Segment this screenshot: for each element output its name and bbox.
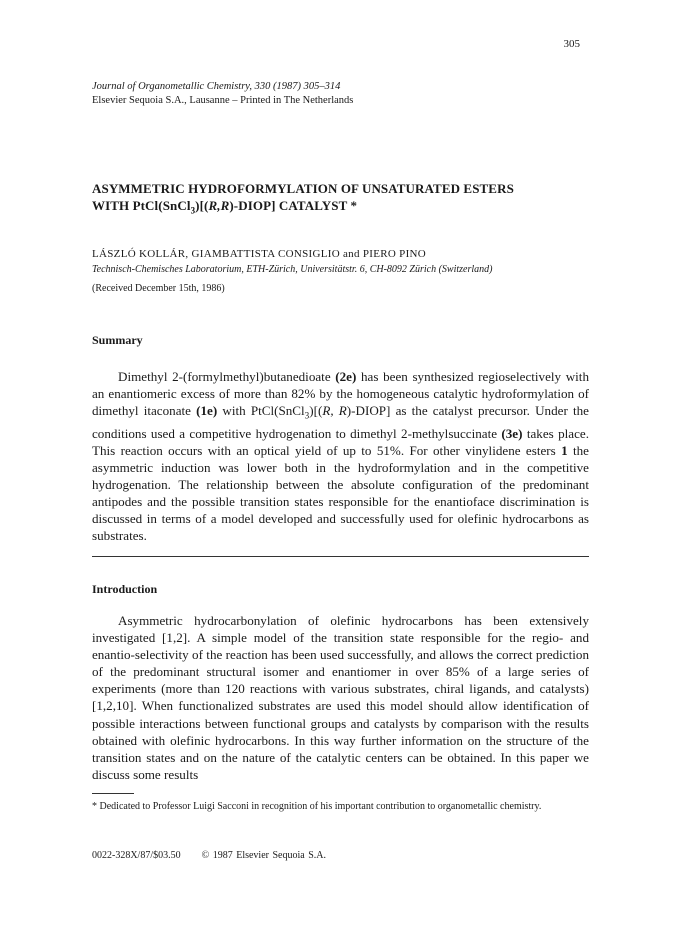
received-date: (Received December 15th, 1986) <box>92 283 225 294</box>
journal-citation: Journal of Organometallic Chemistry, 330 (1987) 305–314 <box>92 81 341 92</box>
article-title <box>92 180 592 220</box>
copyright-notice: © 1987 Elsevier Sequoia S.A. <box>201 850 326 861</box>
page-number: 305 <box>563 38 580 50</box>
authors: LÁSZLÓ KOLLÁR, GIAMBATTISTA CONSIGLIO and PIERO PINO <box>92 248 427 260</box>
copyright-line <box>92 850 326 861</box>
summary-heading: Summary <box>92 333 143 347</box>
affiliation: Technisch-Chemisches Laboratorium, ETH-Zürich, Universitätstr. 6, CH-8092 Zürich (Switzerland) <box>92 264 493 275</box>
journal-header <box>92 80 353 108</box>
title-line-1: ASYMMETRIC HYDROFORMYLATION OF UNSATURATED ESTERS <box>92 181 514 196</box>
section-divider <box>92 556 589 557</box>
introduction-paragraph: Asymmetric hydrocarbonylation of olefinic hydrocarbons has been extensively investigated [1,2]. A simple model of the transition state responsible for the regio- and enantio-selectivity of the reaction has been used successfully, and allows the correct prediction of the predominant structural isomer and enantiomer in over 85% of a large series of experiments (more than 120 reactions with various substrates, chiral ligands, and catalysts) [1,2,10]. When functionalized substrates are used this model should allow identification of possible interactions between functional groups and catalysts by comparison with the results obtained with olefinic hydrocarbons. In this way further information on the structure of the transition states and on the nature of the catalytic centers can be obtained. In this paper we discuss some results <box>92 613 589 782</box>
publisher-line: Elsevier Sequoia S.A., Lausanne – Printed in The Netherlands <box>92 95 354 106</box>
introduction-heading: Introduction <box>92 582 158 596</box>
footnote: * Dedicated to Professor Luigi Sacconi in recognition of his important contribution to organometallic chemistry. <box>92 801 542 812</box>
summary-paragraph: Dimethyl 2-(formylmethyl)butanedioate (2e) has been synthesized regioselectively with an enantiomeric excess of more than 82% by the homogeneous catalytic hydroformylation of dimethyl itaconate (1e) with PtCl(SnCl$_3$)[(R, R)-DIOP] as the catalyst precursor. Under the conditions used a competitive hydrogenation to dimethyl 2-methylsuccinate (3e) takes place. This reaction occurs with an optical yield of up to 51%. For other vinylidene esters 1 the asymmetric induction was lower both in the hydroformylation and in the competitive hydrogenation. The relationship between the absolute configuration of the predominant antipodes and the possible transition states responsible for the enantioface discrimination is discussed in terms of a model developed and successfully used for olefinic hydrocarbons as substrates. <box>92 369 589 544</box>
issn-price: 0022-328X/87/$03.50 <box>92 850 181 861</box>
footnote-divider <box>92 793 134 794</box>
title-line-2: WITH PtCl(SnCl$_3$)[(R,R)-DIOP] CATALYST * <box>92 198 358 216</box>
